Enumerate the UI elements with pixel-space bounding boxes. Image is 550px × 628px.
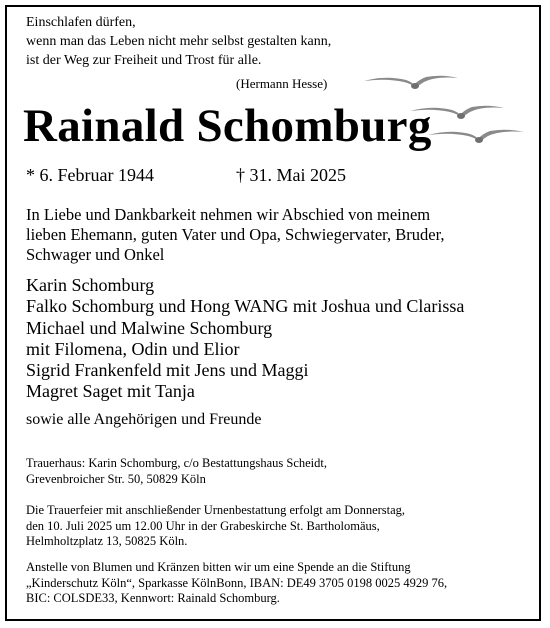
mourning-house-line: Grevenbroicher Str. 50, 50829 Köln <box>26 471 206 486</box>
obituary-notice <box>5 5 541 621</box>
mourner-line: Sigrid Frankenfeld mit Jens und Maggi <box>26 360 309 381</box>
bird-icon <box>364 76 458 89</box>
poem-line: ist der Weg zur Freiheit und Trost für alle. <box>26 53 262 68</box>
mourner-line: Karin Schomburg <box>26 275 155 295</box>
mourner-line: mit Filomena, Odin und Elior <box>26 338 240 359</box>
donation-info <box>26 560 447 607</box>
farewell-line: In Liebe und Dankbarkeit nehmen wir Abschied von meinem <box>26 205 431 224</box>
donation-line: BIC: COLSDE33, Kennwort: Rainald Schomburg. <box>26 591 280 605</box>
birth-date: * 6. Februar 1944 <box>26 165 154 185</box>
ceremony-line: Helmholtzplatz 13, 50825 Köln. <box>26 534 188 548</box>
farewell-line: Schwager und Onkel <box>26 245 165 264</box>
poem-line: Einschlafen dürfen, <box>26 15 136 30</box>
ceremony-line: Die Trauerfeier mit anschließender Urnenbestattung erfolgt am Donnerstag, <box>26 503 406 517</box>
mourning-house <box>26 456 327 487</box>
deceased-name: Rainald Schomburg <box>23 100 432 152</box>
donation-line: Anstelle von Blumen und Kränzen bitten wir um eine Spende an die Stiftung <box>26 560 411 574</box>
ceremony-line: den 10. Juli 2025 um 12.00 Uhr in der Grabeskirche St. Bartholomäus, <box>26 518 380 533</box>
poem-line: wenn man das Leben nicht mehr selbst gestalten kann, <box>26 34 332 49</box>
mourning-house-line: Trauerhaus: Karin Schomburg, c/o Bestattungshaus Scheidt, <box>26 456 328 470</box>
mourner-line: Magret Saget mit Tanja <box>26 381 195 402</box>
ceremony-info <box>26 503 405 550</box>
relatives-line: sowie alle Angehörigen und Freunde <box>26 411 262 428</box>
poem-attribution: (Hermann Hesse) <box>236 76 328 91</box>
mourners-list <box>26 275 464 403</box>
bird-icon <box>428 130 524 143</box>
farewell-text <box>26 205 445 265</box>
mourner-line: Falko Schomburg und Hong WANG mit Joshua und Clarissa <box>26 296 465 317</box>
poem <box>26 13 331 70</box>
farewell-line: lieben Ehemann, guten Vater und Opa, Schwiegervater, Bruder, <box>26 225 445 244</box>
donation-line: „Kinderschutz Köln“, Sparkasse KölnBonn, IBAN: DE49 3705 0198 0025 4929 76, <box>26 575 448 590</box>
mourner-line: Michael und Malwine Schomburg <box>26 317 273 338</box>
death-date: † 31. Mai 2025 <box>236 165 346 185</box>
